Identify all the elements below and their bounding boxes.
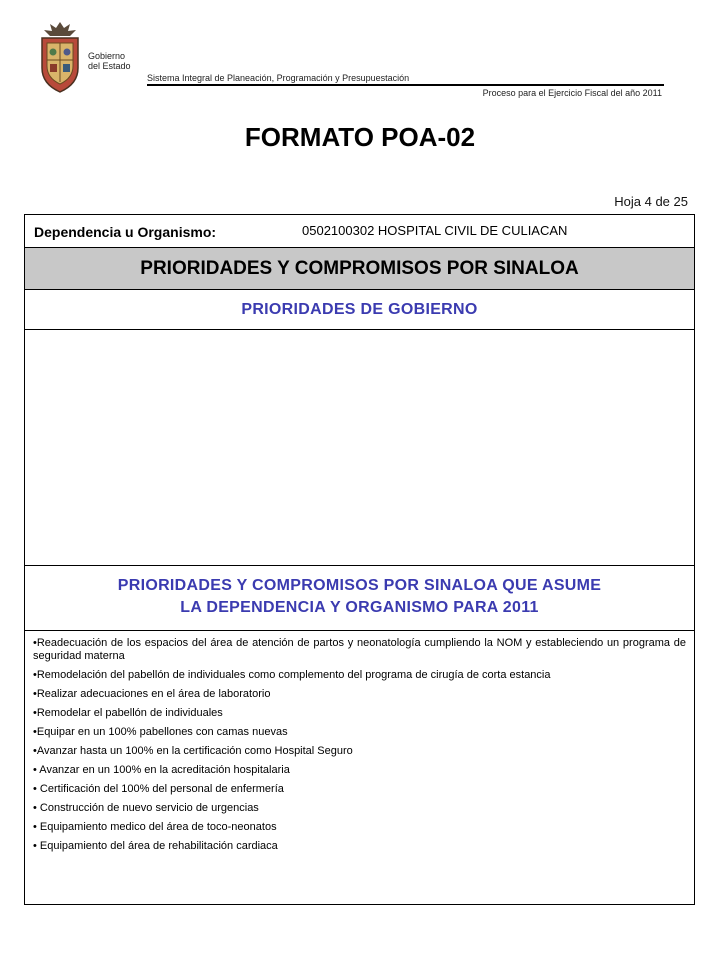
asume-heading-line2: LA DEPENDENCIA Y ORGANISMO PARA 2011 [180,599,539,616]
prioridades-gobierno-row [25,290,694,330]
page-title: FORMATO POA-02 [244,122,476,152]
commitments-list [33,637,686,859]
header-rule [147,84,664,86]
list-item: •Realizar adecuaciones en el área de laboratorio [33,688,271,700]
list-item: • Equipamiento del área de rehabilitación cardiaca [33,840,278,852]
gobierno-del-estado-label [88,51,131,71]
prioridades-gobierno-heading: PRIORIDADES DE GOBIERNO [241,301,478,318]
asume-heading-row [25,566,694,631]
list-item: •Remodelación del pabellón de individuales como complemento del programa de cirugía de corta estancia [33,669,551,681]
fiscal-process-label: Proceso para el Ejercicio Fiscal del año 2011 [482,88,662,98]
list-item: • Avanzar en un 100% en la acreditación hospitalaria [33,764,290,776]
gobierno-line1: Gobierno [88,51,126,61]
dependencia-value: 0502100302 HOSPITAL CIVIL DE CULIACAN [302,223,568,238]
asume-heading [35,575,684,619]
list-item: •Readecuación de los espacios del área de atención de partos y neonatología cumpliendo la NOM y estableciendo un programa de seguridad materna [33,637,686,662]
dependencia-row [25,215,694,248]
asume-heading-line1: PRIORIDADES Y COMPROMISOS POR SINALOA QUE ASUME [117,577,602,594]
list-item: •Remodelar el pabellón de individuales [33,707,223,719]
form-frame [24,214,695,905]
prioridades-gobierno-empty-area [25,330,694,566]
list-item: •Avanzar hasta un 100% en la certificación como Hospital Seguro [33,745,353,757]
list-item: • Construcción de nuevo servicio de urgencias [33,802,259,814]
section-title-band [25,248,694,290]
list-item: • Equipamiento medico del área de toco-neonatos [33,821,277,833]
page-number: Hoja 4 de 25 [614,194,688,209]
section-title: PRIORIDADES Y COMPROMISOS POR SINALOA [140,258,579,279]
gobierno-line2: del Estado [88,61,131,71]
state-seal-logo [34,18,86,96]
system-name: Sistema Integral de Planeación, Programación y Presupuestación [147,73,410,83]
list-item: •Equipar en un 100% pabellones con camas nuevas [33,726,288,738]
list-item: • Certificación del 100% del personal de enfermería [33,783,284,795]
dependencia-label: Dependencia u Organismo: [34,224,217,240]
